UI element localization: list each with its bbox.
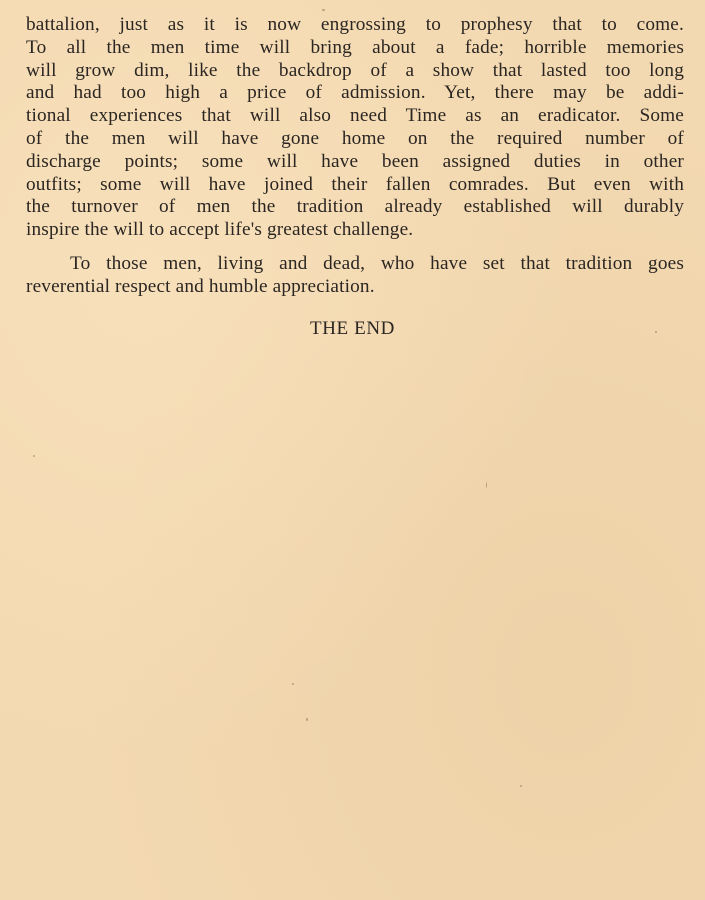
paragraph-1: [26, 14, 684, 242]
text-line: will grow dim, like the backdrop of a show that lasted too long: [26, 59, 684, 81]
paper-speck: [655, 331, 657, 333]
text-line: outfits; some will have joined their fallen comrades. But even with: [26, 173, 684, 195]
paper-speck: [292, 683, 294, 685]
paper-speck: [520, 785, 522, 787]
paper-speck: [486, 482, 487, 488]
text-line: inspire the will to accept life's greatest challenge.: [26, 219, 414, 241]
paragraph-2: [26, 253, 684, 299]
text-line: battalion, just as it is now engrossing to prophesy that to come.: [26, 14, 684, 35]
paper-speck: [306, 718, 308, 721]
text-line: discharge points; some will have been assigned duties in other: [26, 150, 684, 172]
text-line: To those men, living and dead, who have set that tradition goes: [70, 252, 684, 274]
text-line: tional experiences that will also need Time as an eradicator. Some: [26, 105, 684, 127]
text-line: of the men will have gone home on the required number of: [26, 127, 684, 149]
text-line: reverential respect and humble appreciation.: [26, 275, 375, 297]
text-line: and had too high a price of admission. Yet, there may be addi-: [26, 82, 684, 104]
text-line: the turnover of men the tradition already established will durably: [26, 196, 684, 218]
paper-speck: [33, 455, 35, 457]
closing-heading: THE END: [310, 318, 395, 339]
text-line: To all the men time will bring about a fade; horrible memories: [26, 36, 684, 58]
paper-speck: [322, 9, 325, 11]
body-text: [26, 14, 684, 299]
